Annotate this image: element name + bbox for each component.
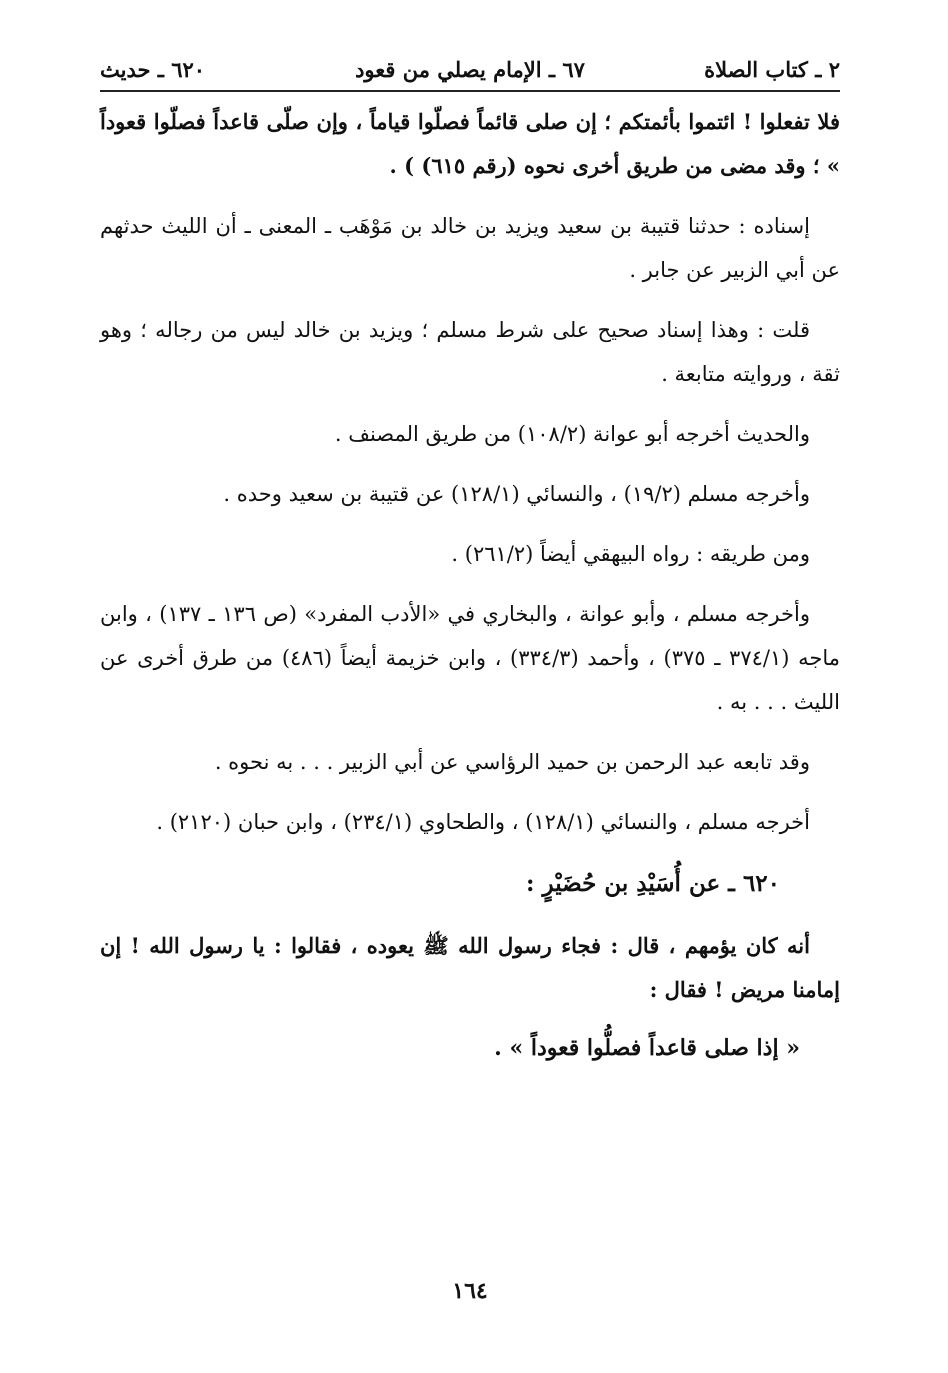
tabaahu-paragraph: وقد تابعه عبد الرحمن بن حميد الرؤاسي عن أبي الزبير . . . به نحوه . xyxy=(214,750,810,774)
header-chapter-title: ٦٧ ـ الإمام يصلي من قعود xyxy=(355,57,585,82)
document-page xyxy=(100,50,840,1350)
qult-paragraph: قلت : وهذا إسناد صحيح على شرط مسلم ؛ ويزيد بن خالد ليس من رجاله ؛ وهو ثقة ، وروايته متابعة . xyxy=(100,318,840,386)
akhrajahu-paragraph: أخرجه مسلم ، والنسائي (١٢٨/١) ، والطحاوي (٢٣٤/١) ، وابن حبان (٢١٢٠) . xyxy=(156,810,810,834)
muslim-bukhari-paragraph: وأخرجه مسلم ، وأبو عوانة ، والبخاري في «الأدب المفرد» (ص ١٣٦ ـ ١٣٧) ، وابن ماجه (٣٧٤/١ ـ ٣٧٥) ، وأحمد (٣٣٤/٣) ، وابن خزيمة أيضاً (٤٨٦) من طرق أخرى عن الليث . . . به . xyxy=(100,602,840,714)
running-header xyxy=(100,50,840,92)
hadith-620-quote: « إذا صلى قاعداً فصلُّوا قعوداً » . xyxy=(494,1035,800,1061)
hadith-619-continuation: فلا تفعلوا ! ائتموا بأئمتكم ؛ إن صلى قائماً فصلّوا قياماً ، وإن صلّى قاعداً فصلّوا قعوداً » ؛ وقد مضى من طريق أخرى نحوه (رقم ٦١٥) ) . xyxy=(100,109,840,178)
header-hadith-ref: ٦٢٠ ـ حديث xyxy=(100,57,206,82)
hadith-620-heading: ٦٢٠ ـ عن أُسَيْدِ بن حُضَيْرٍ : xyxy=(526,870,780,897)
page-number: ١٦٤ xyxy=(452,1278,488,1304)
bayhaqi-paragraph: ومن طريقه : رواه البيهقي أيضاً (٢٦١/٢) . xyxy=(451,542,810,566)
hadith-620-text: أنه كان يؤمهم ، قال : فجاء رسول الله ﷺ يعوده ، فقالوا : يا رسول الله ! إن إمامنا مريض ! فقال : xyxy=(100,933,840,1002)
muslim-nasai-paragraph: وأخرجه مسلم (١٩/٢) ، والنسائي (١٢٨/١) عن قتيبة بن سعيد وحده . xyxy=(223,482,810,506)
header-book-title: ٢ ـ كتاب الصلاة xyxy=(704,57,840,82)
abu-awana-paragraph: والحديث أخرجه أبو عوانة (١٠٨/٢) من طريق المصنف . xyxy=(334,422,810,446)
isnad-paragraph: إسناده : حدثنا قتيبة بن سعيد ويزيد بن خالد بن مَوْهَب ـ المعنى ـ أن الليث حدثهم عن أبي الزبير عن جابر . xyxy=(100,214,840,282)
